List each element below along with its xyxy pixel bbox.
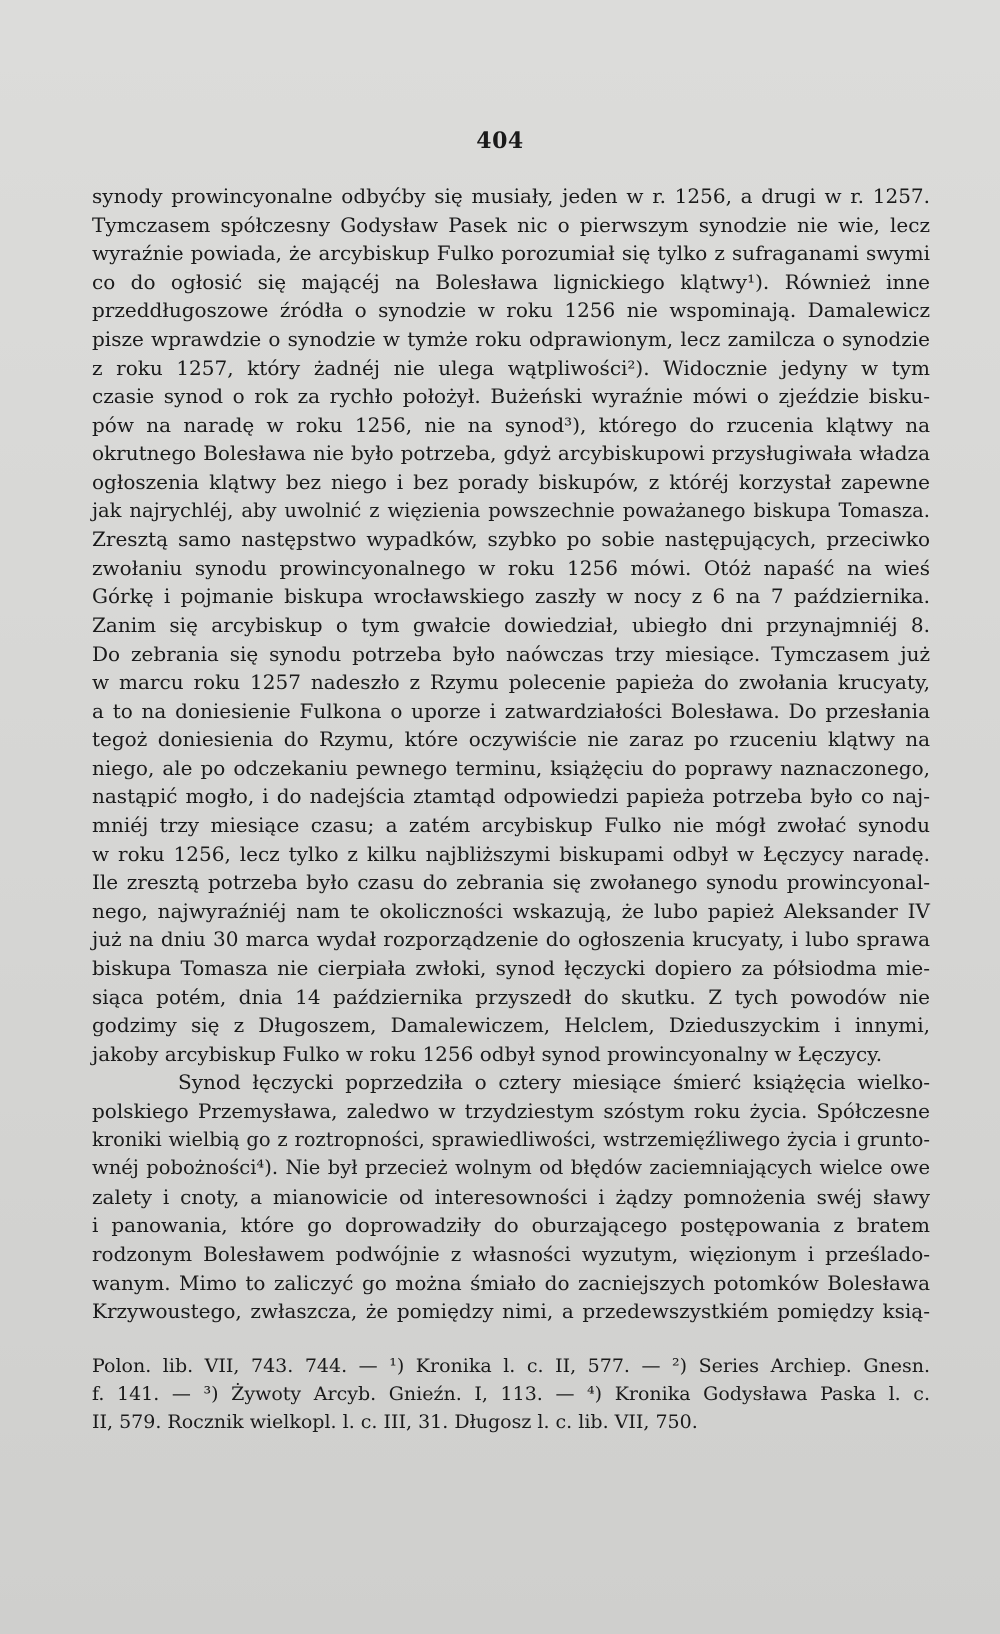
text-line: czasie synod o rok za rychło położył. Bużeński wyraźnie mówi o zjeździe bisku- [92,384,930,409]
text-line: Zanim się arcybiskup o tym gwałcie dowiedział, ubiegło dni przynajmniéj 8. [92,612,930,637]
text-line: niego, ale po odczekaniu pewnego terminu, książęciu do poprawy naznaczonego, [92,755,930,780]
text-line: ogłoszenia klątwy bez niego i bez porady biskupów, z któréj korzystał zapewne [92,469,930,494]
text-line: synody prowincyonalne odbyćby się musiały, jeden w r. 1256, a drugi w r. 1257. [92,184,930,208]
text-line: jakoby arcybiskup Fulko w roku 1256 odbył synod prowincyonalny w Łęczycy. [92,1041,883,1066]
text-line: kroniki wielbią go z roztropności, sprawiedliwości, wstrzemięźliwego życia i grunto- [92,1127,930,1151]
text-line: rodzonym Bolesławem podwójnie z własności wyzutym, więzionym i prześlado- [92,1241,930,1266]
text-line: nego, najwyraźniéj nam te okoliczności wskazują, że lubo papież Aleksander IV [92,898,930,923]
text-line: polskiego Przemysława, zaledwo w trzydziestym szóstym roku życia. Spółczesne [92,1099,930,1123]
text-line: z roku 1257, który żadnéj nie ulega wątpliwości²). Widocznie jedyny w tym [92,355,930,380]
text-line: godzimy się z Długoszem, Damalewiczem, Helclem, Dzieduszyckim i innymi, [92,1013,930,1038]
body-text [92,182,930,1326]
text-line: wyraźnie powiada, że arcybiskup Fulko porozumiał się tylko z sufraganami swymi [92,241,930,266]
text-line: Synod łęczycki poprzedziła o cztery miesiące śmierć książęcia wielko- [178,1070,930,1095]
text-line: mniéj trzy miesiące czasu; a zatém arcybiskup Fulko nie mógł zwołać synodu [92,813,930,838]
footnote-line: f. 141. — ³) Żywoty Arcyb. Gnieźn. I, 113. — ⁴) Kronika Godysława Paska l. c. [92,1383,930,1405]
text-line: w marcu roku 1257 nadeszło z Rzymu polecenie papieża do zwołania krucyaty, [92,670,930,695]
text-line: okrutnego Bolesława nie było potrzeba, gdyż arcybiskupowi przysługiwała władza [92,441,930,466]
text-line: Ile zresztą potrzeba było czasu do zebrania się zwołanego synodu prowincyonal- [92,870,930,895]
text-line: nastąpić mogło, i do nadejścia ztamtąd odpowiedzi papieża potrzeba było co naj- [92,784,930,809]
text-line: pisze wprawdzie o synodzie w tymże roku odprawionym, lecz zamilcza o synodzie [92,326,930,351]
text-line: Zresztą samo następstwo wypadków, szybko po sobie następujących, przeciwko [92,527,930,552]
text-line: Do zebrania się synodu potrzeba było naówczas trzy miesiące. Tymczasem już [92,641,930,666]
text-line: wnéj pobożności⁴). Nie był przecież wolnym od błędów zaciemniających wielce owe [92,1156,930,1180]
text-line: w roku 1256, lecz tylko z kilku najbliższymi biskupami odbył w Łęczycy naradę. [92,841,930,866]
text-line: co do ogłosić się mającéj na Bolesława lignickiego klątwy¹). Również inne [92,269,930,294]
text-line: zwołaniu synodu prowincyonalnego w roku 1256 mówi. Otóż napaść na wieś [92,555,930,580]
footnote-line: II, 579. Rocznik wielkopl. l. c. III, 31. Długosz l. c. lib. VII, 750. [92,1411,698,1433]
text-line: tegoż doniesienia do Rzymu, które oczywiście nie zaraz po rzuceniu klątwy na [92,727,930,752]
text-line: biskupa Tomasza nie cierpiała zwłoki, synod łęczycki dopiero za półsiodma mie- [92,956,930,981]
text-line: a to na doniesienie Fulkona o uporze i zatwardziałości Bolesława. Do przesłania [92,698,930,723]
text-line: przeddługoszowe źródła o synodzie w roku 1256 nie wspominają. Damalewicz [92,298,930,323]
text-line: Górkę i pojmanie biskupa wrocławskiego zaszły w nocy z 6 na 7 października. [92,584,930,609]
page-number: 404 [476,128,524,154]
text-line: już na dniu 30 marca wydał rozporządzenie do ogłoszenia krucyaty, i lubo sprawa [92,927,930,952]
text-line: zalety i cnoty, a mianowicie od interesowności i żądzy pomnożenia swéj sławy [92,1184,930,1209]
text-line: Tymczasem spółczesny Godysław Pasek nic o pierwszym synodzie nie wie, lecz [92,212,930,237]
text-line: pów na naradę w roku 1256, nie na synod³), którego do rzucenia klątwy na [92,412,930,437]
text-line: i panowania, które go doprowadziły do oburzającego postępowania z bratem [92,1213,930,1238]
text-line: Krzywoustego, zwłaszcza, że pomiędzy nimi, a przedewszystkiém pomiędzy ksią- [92,1299,930,1324]
footnote-line: Polon. lib. VII, 743. 744. — ¹) Kronika l. c. II, 577. — ²) Series Archiep. Gnesn. [92,1355,930,1377]
text-line: siąca potém, dnia 14 października przyszedł do skutku. Z tych powodów nie [92,984,930,1009]
text-line: jak najrychléj, aby uwolnić z więzienia powszechnie poważanego biskupa Tomasza. [92,498,930,522]
footnotes [92,1352,930,1436]
text-line: wanym. Mimo to zaliczyć go można śmiało do zacniejszych potomków Bolesława [92,1270,930,1295]
